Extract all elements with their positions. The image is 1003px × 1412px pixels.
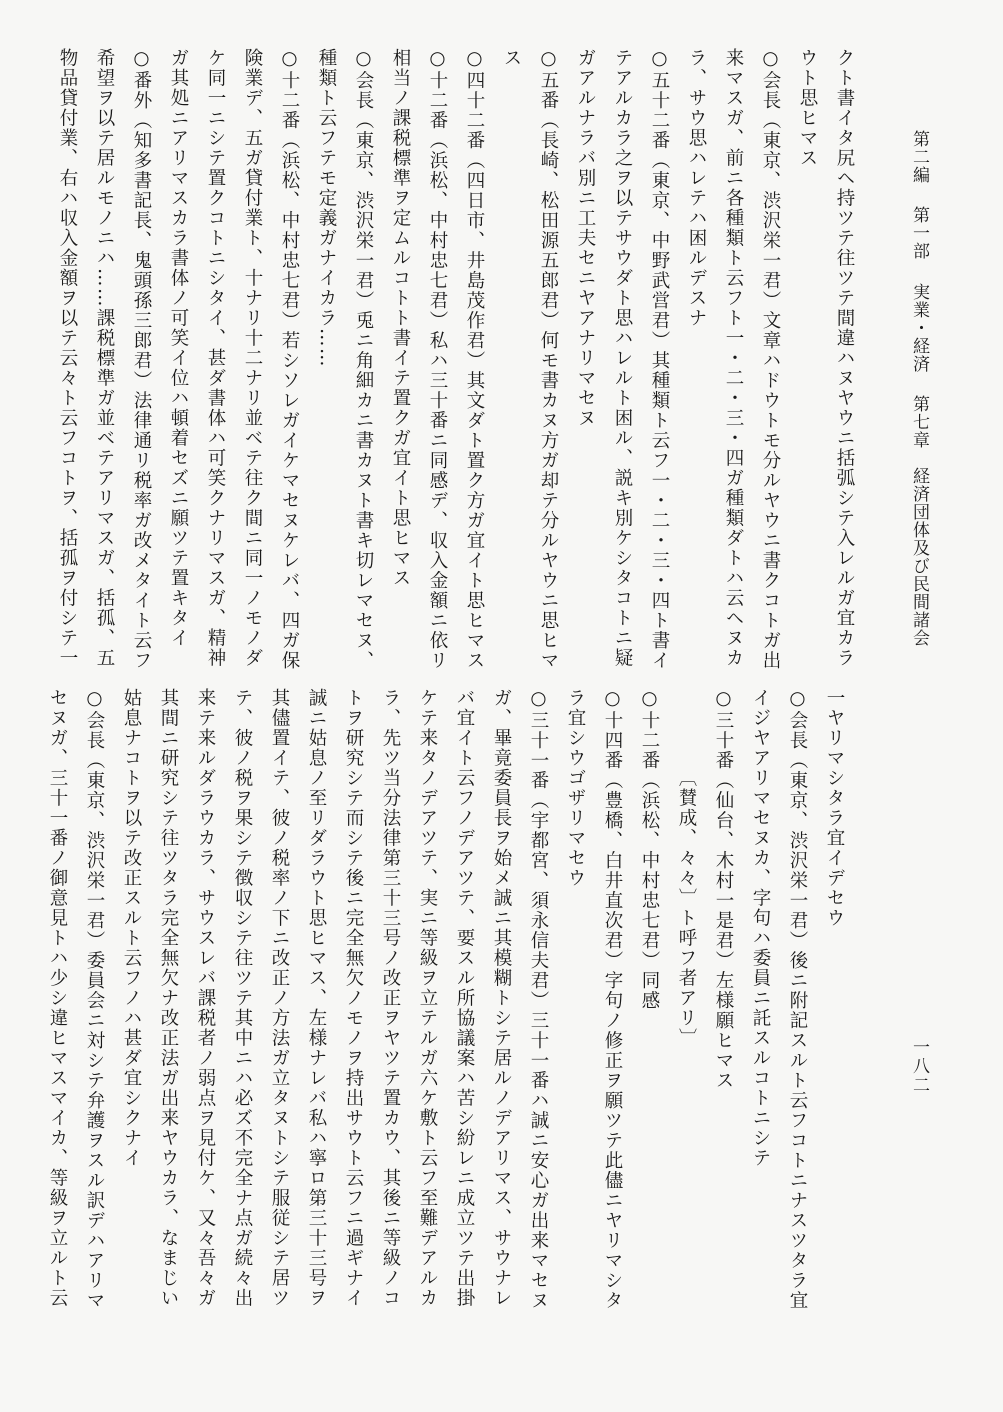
text-column: 来マスガ、前ニ各種類ト云フト一・二・三・四ガ種類ダトハ云ヘヌカ	[723, 48, 744, 668]
text-column: ○十二番（浜松、中村忠七君）私ハ三十番ニ同感デ、収入金額ニ依リ	[427, 48, 448, 671]
text-column: 誠ニ姑息ノ至リダラウト思ヒマス、左様ナレバ私ハ寧ロ第三十三号ヲ	[306, 688, 327, 1308]
text-column: ケ同一ニシテ置クコトニシタイ、甚ダ書体ハ可笑クナリマスガ、精神	[205, 48, 226, 668]
text-column: 〔賛成、々々〕ト呼フ者アリ〕	[676, 768, 697, 1048]
text-column: セヌガ、三十一番ノ御意見トハ少シ違ヒマスマイカ、等級ヲ立ルト云	[47, 688, 68, 1308]
header-section: 第一部	[909, 206, 929, 261]
text-column: 希望ヲ以テ居ルモノニハ……課税標準ガ並ベテアリマスガ、括孤、五	[94, 48, 115, 668]
text-column: ス	[501, 48, 522, 68]
page-number: 一八二	[909, 1038, 929, 1095]
text-column: ○十四番（豊橋、白井直次君）字句ノ修正ヲ願ツテ此儘ニヤリマシタ	[602, 688, 623, 1311]
text-column: ガ、畢竟委員長ヲ始メ誠ニ其模糊トシテ居ルノデアリマス、サウナレ	[491, 688, 512, 1308]
text-column: 相当ノ課税標準ヲ定ムルコトト書イテ置クガ宜イト思ヒマス	[390, 48, 411, 588]
text-column: クト書イタ尻ヘ持ツテ往ツテ間違ハヌヤウニ括弧シテ入レルガ宜カラ	[834, 48, 855, 668]
text-column: ○会長（東京、渋沢栄一君）委員会ニ対シテ弁護ヲスル訳デハアリマ	[84, 688, 105, 1311]
upper-text-block	[49, 48, 863, 670]
text-column: ○三十番（仙台、木村一是君）左様願ヒマス	[713, 688, 734, 1091]
text-column: ○十二番（浜松、中村忠七君）同感	[639, 688, 660, 1011]
text-column: ○会長（東京、渋沢栄一君）後ニ附記スルト云フコトニナスツタラ宜	[787, 688, 808, 1311]
text-column: 一ヤリマシタラ宜イデセウ	[824, 688, 845, 928]
running-header	[906, 130, 932, 710]
text-column: ガアルナラバ別ニ工夫セニヤアナリマセヌ	[575, 48, 596, 428]
text-column: ○五番（長崎、松田源五郎君）何モ書カヌ方ガ却テ分ルヤウニ思ヒマ	[538, 48, 559, 671]
text-column: イジヤアリマセヌカ、字句ハ委員ニ託スルコトニシテ	[750, 688, 771, 1168]
text-column: 来テ来ルダラウカラ、サウスレバ課税者ノ弱点ヲ見付ケ、又々吾々ガ	[195, 688, 216, 1308]
text-column: バ宜イト云フノデアツテ、要スル所協議案ハ苦シ紛レニ成立ツテ出掛	[454, 688, 475, 1308]
text-column: 険業デ、五ガ貸付業ト、十ナリ十二ナリ並ベテ往ク間ニ同一ノモノダ	[242, 48, 263, 668]
text-column: テアルカラ之ヲ以テサウダト思ハレルト困ル、説キ別ケシタコトニ疑	[612, 48, 633, 668]
text-column: ○会長（東京、渋沢栄一君）文章ハドウトモ分ルヤウニ書クコトガ出	[760, 48, 781, 671]
text-column: ○四十二番（四日市、井島茂作君）其文ダト置ク方ガ宜イト思ヒマス	[464, 48, 485, 671]
text-column: ○会長（東京、渋沢栄一君）兎ニ角細カニ書カヌト書キ切レマセヌ、	[353, 48, 374, 671]
text-column: ラ宜シウゴザリマセウ	[565, 688, 586, 888]
text-column: 其儘置イテ、彼ノ税率ノ下ニ改正ノ方法ガ立タヌトシテ服従シテ居ツ	[269, 688, 290, 1308]
text-column: ○番外（知多書記長、鬼頭孫三郎君）法律通リ税率ガ改メタイト云フ	[131, 48, 152, 671]
text-column: テ、彼ノ税ヲ果シテ徴収シテ往ツテ其中ニハ必ズ不完全ナ点ガ続々出	[232, 688, 253, 1308]
text-column: 物品貸付業、右ハ収入金額ヲ以テ云々ト云フコトヲ、括孤ヲ付シテ一	[57, 48, 78, 668]
header-topic: 実業・経済	[909, 282, 929, 373]
lower-text-block	[39, 688, 853, 1310]
text-column: ○三十一番（宇都宮、須永信夫君）三十一番ハ誠ニ安心ガ出来マセヌ	[528, 688, 549, 1311]
text-column: ガ其処ニアリマスカラ書体ノ可笑イ位ハ頓着セズニ願ツテ置キタイ	[168, 48, 189, 648]
text-column: ○五十二番（東京、中野武営君）其種類ト云フ一・二・三・四ト書イ	[649, 48, 670, 671]
text-column: トヲ研究シテ而シテ後ニ完全無欠ノモノヲ持出サウト云フニ過ギナイ	[343, 688, 364, 1308]
text-column: ラ、先ツ当分法律第三十三号ノ改正ヲヤツテ置カウ、其後ニ等級ノコ	[380, 688, 401, 1308]
text-column: ウト思ヒマス	[797, 48, 818, 168]
text-column: ケテ来タノデアツテ、実ニ等級ヲ立テルガ六ケ敷ト云フ至難デアルカ	[417, 688, 438, 1308]
text-column: ラ、サウ思ハレテハ困ルデスナ	[686, 48, 707, 328]
header-part: 第二編	[909, 130, 929, 184]
header-chapter: 第七章 経済団体及び民間諸会	[909, 395, 929, 648]
text-column: ○十二番（浜松、中村忠七君）若シソレガイケマセヌケレバ、四ガ保	[279, 48, 300, 671]
text-column: 其間ニ研究シテ往ツタラ完全無欠ナ改正法ガ出来ヤウカラ、なまじい	[158, 688, 179, 1308]
text-column: 種類ト云フテモ定義ガナイカラ……	[316, 48, 337, 368]
text-column: 姑息ナコトヲ以テ改正スルト云フノハ甚ダ宜シクナイ	[121, 688, 142, 1168]
